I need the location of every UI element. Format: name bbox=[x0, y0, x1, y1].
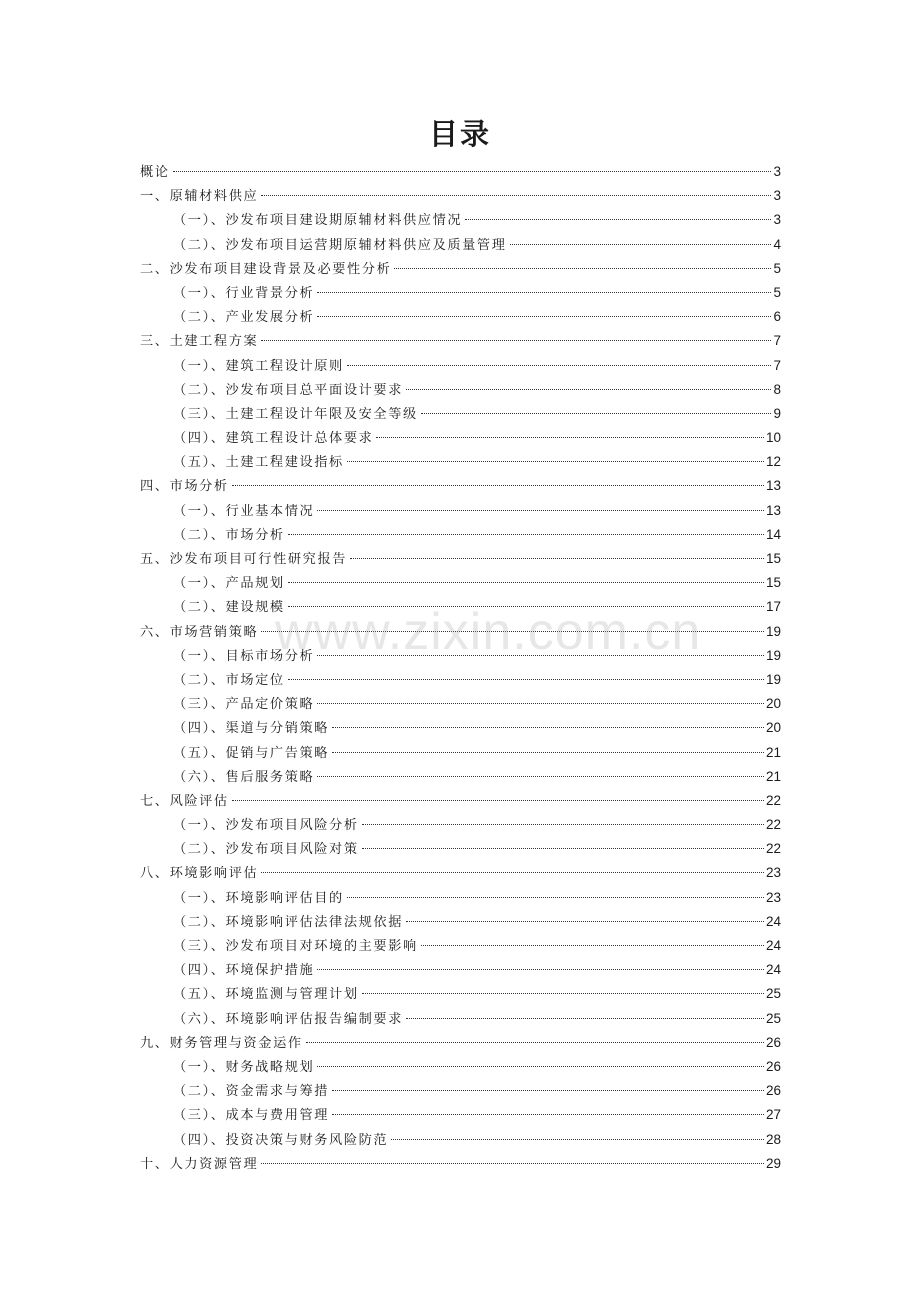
toc-subsection-entry[interactable] bbox=[140, 1007, 781, 1031]
toc-entry-title: （二）、市场分析 bbox=[173, 527, 285, 543]
toc-entry-title: 九、财务管理与资金运作 bbox=[140, 1035, 303, 1051]
toc-page-number: 22 bbox=[765, 841, 781, 857]
toc-entry-title: （六）、售后服务策略 bbox=[173, 769, 315, 785]
toc-dot-leader bbox=[232, 800, 764, 801]
toc-page-number: 15 bbox=[765, 575, 781, 591]
toc-entry-title: （五）、促销与广告策略 bbox=[173, 745, 330, 761]
toc-page-number: 22 bbox=[765, 817, 781, 833]
toc-dot-leader bbox=[362, 993, 764, 994]
toc-dot-leader bbox=[317, 510, 764, 511]
toc-page-number: 20 bbox=[765, 696, 781, 712]
toc-section-entry[interactable] bbox=[140, 620, 781, 644]
toc-section-entry[interactable] bbox=[140, 1031, 781, 1055]
toc-page-number: 27 bbox=[765, 1107, 781, 1123]
toc-page-number: 5 bbox=[773, 260, 781, 276]
toc-entry-title: （五）、环境监测与管理计划 bbox=[173, 987, 359, 1003]
toc-page-number: 9 bbox=[773, 405, 781, 421]
toc-list bbox=[140, 160, 781, 1176]
toc-page-number: 15 bbox=[765, 551, 781, 566]
toc-entry-title: （四）、投资决策与财务风险防范 bbox=[173, 1132, 389, 1148]
toc-page-number: 20 bbox=[765, 720, 781, 736]
toc-entry-title: （二）、建设规模 bbox=[173, 600, 285, 616]
toc-subsection-entry[interactable] bbox=[140, 305, 781, 329]
toc-page-number: 26 bbox=[765, 1058, 781, 1074]
toc-subsection-entry[interactable] bbox=[140, 668, 781, 692]
toc-subsection-entry[interactable] bbox=[140, 910, 781, 934]
toc-page-number: 29 bbox=[765, 1155, 781, 1171]
toc-dot-leader bbox=[288, 679, 764, 680]
toc-subsection-entry[interactable] bbox=[140, 595, 781, 619]
toc-dot-leader bbox=[376, 437, 764, 438]
toc-page-number: 26 bbox=[765, 1034, 781, 1050]
toc-page-number: 13 bbox=[765, 478, 781, 494]
toc-entry-title: （二）、环境影响评估法律法规依据 bbox=[173, 914, 403, 930]
toc-entry-title: 七、风险评估 bbox=[140, 793, 229, 809]
toc-page-number: 4 bbox=[773, 236, 781, 252]
toc-entry-title: （六）、环境影响评估报告编制要求 bbox=[173, 1011, 403, 1027]
toc-dot-leader bbox=[317, 969, 764, 970]
toc-page-number: 26 bbox=[765, 1083, 781, 1099]
toc-page-number: 3 bbox=[773, 188, 781, 204]
toc-subsection-entry[interactable] bbox=[140, 958, 781, 982]
toc-entry-title: （一）、沙发布项目建设期原辅材料供应情况 bbox=[173, 213, 463, 229]
toc-dot-leader bbox=[362, 848, 764, 849]
toc-page-number: 21 bbox=[765, 744, 781, 760]
toc-entry-title: 十、人力资源管理 bbox=[140, 1156, 259, 1172]
toc-entry-title: （一）、财务战略规划 bbox=[173, 1059, 315, 1075]
toc-page-number: 24 bbox=[765, 913, 781, 929]
toc-page-number: 7 bbox=[773, 333, 781, 349]
toc-dot-leader bbox=[332, 1090, 764, 1091]
toc-entry-title: （四）、环境保护措施 bbox=[173, 963, 315, 979]
toc-dot-leader bbox=[288, 534, 764, 535]
toc-entry-title: （五）、土建工程建设指标 bbox=[173, 455, 344, 471]
toc-page-number: 13 bbox=[765, 502, 781, 518]
toc-entry-title: 一、原辅材料供应 bbox=[140, 189, 259, 205]
toc-dot-leader bbox=[261, 631, 764, 632]
toc-section-entry[interactable] bbox=[140, 547, 781, 571]
toc-subsection-entry[interactable] bbox=[140, 813, 781, 837]
toc-dot-leader bbox=[332, 727, 764, 728]
toc-page-number: 19 bbox=[765, 647, 781, 663]
toc-subsection-entry[interactable] bbox=[140, 692, 781, 716]
toc-dot-leader bbox=[317, 1066, 764, 1067]
toc-subsection-entry[interactable] bbox=[140, 354, 781, 378]
toc-subsection-entry[interactable] bbox=[140, 1103, 781, 1127]
toc-dot-leader bbox=[332, 1114, 764, 1115]
toc-entry-title: （一）、产品规划 bbox=[173, 576, 285, 592]
toc-subsection-entry[interactable] bbox=[140, 499, 781, 523]
toc-subsection-entry[interactable] bbox=[140, 402, 781, 426]
toc-entry-title: （四）、建筑工程设计总体要求 bbox=[173, 431, 374, 447]
toc-section-entry[interactable] bbox=[140, 1152, 781, 1176]
toc-entry-title: （二）、市场定位 bbox=[173, 672, 285, 688]
toc-dot-leader bbox=[317, 703, 764, 704]
toc-subsection-entry[interactable] bbox=[140, 765, 781, 789]
toc-section-entry[interactable] bbox=[140, 474, 781, 498]
toc-section-entry[interactable] bbox=[140, 160, 781, 184]
toc-dot-leader bbox=[317, 316, 771, 317]
toc-entry-title: （一）、建筑工程设计原则 bbox=[173, 358, 344, 374]
toc-dot-leader bbox=[465, 219, 771, 220]
toc-subsection-entry[interactable] bbox=[140, 378, 781, 402]
toc-dot-leader bbox=[347, 365, 772, 366]
toc-entry-title: （三）、成本与费用管理 bbox=[173, 1108, 330, 1124]
toc-section-entry[interactable] bbox=[140, 184, 781, 208]
toc-page-number: 23 bbox=[765, 865, 781, 881]
toc-entry-title: （三）、沙发布项目对环境的主要影响 bbox=[173, 939, 418, 954]
toc-section-entry[interactable] bbox=[140, 329, 781, 353]
toc-page-number: 19 bbox=[765, 623, 781, 639]
toc-entry-title: （一）、环境影响评估目的 bbox=[173, 890, 344, 906]
toc-subsection-entry[interactable] bbox=[140, 886, 781, 910]
toc-dot-leader bbox=[288, 606, 764, 607]
toc-dot-leader bbox=[232, 485, 764, 486]
toc-page-number: 3 bbox=[773, 164, 781, 179]
toc-dot-leader bbox=[350, 558, 764, 559]
toc-entry-title: 四、市场分析 bbox=[140, 479, 229, 495]
toc-subsection-entry[interactable] bbox=[140, 281, 781, 305]
toc-dot-leader bbox=[421, 945, 764, 946]
toc-dot-leader bbox=[406, 389, 771, 390]
toc-dot-leader bbox=[347, 897, 764, 898]
toc-subsection-entry[interactable] bbox=[140, 1128, 781, 1152]
toc-subsection-entry[interactable] bbox=[140, 1079, 781, 1103]
toc-entry-title: （二）、产业发展分析 bbox=[173, 310, 315, 326]
toc-subsection-entry[interactable] bbox=[140, 523, 781, 547]
toc-page-number: 25 bbox=[765, 986, 781, 1002]
toc-subsection-entry[interactable] bbox=[140, 571, 781, 595]
toc-page-number: 28 bbox=[765, 1131, 781, 1147]
toc-page-number: 8 bbox=[773, 381, 781, 397]
toc-subsection-entry[interactable] bbox=[140, 208, 781, 232]
toc-dot-leader bbox=[173, 171, 772, 172]
watermark-text: www.zixin.com.cn bbox=[275, 603, 702, 661]
toc-page-number: 6 bbox=[773, 309, 781, 325]
toc-entry-title: （一）、目标市场分析 bbox=[173, 648, 315, 664]
toc-dot-leader bbox=[421, 413, 772, 414]
toc-entry-title: （三）、土建工程设计年限及安全等级 bbox=[173, 406, 418, 422]
toc-entry-title: （三）、产品定价策略 bbox=[173, 697, 315, 713]
toc-page-number: 24 bbox=[765, 938, 781, 953]
toc-entry-title: （二）、沙发布项目运营期原辅材料供应及质量管理 bbox=[173, 237, 507, 253]
toc-subsection-entry[interactable] bbox=[140, 450, 781, 474]
toc-dot-leader bbox=[510, 244, 772, 245]
toc-page-number: 12 bbox=[765, 454, 781, 470]
toc-page-number: 22 bbox=[765, 792, 781, 808]
toc-dot-leader bbox=[406, 921, 764, 922]
toc-entry-title: 三、土建工程方案 bbox=[140, 334, 259, 350]
toc-page-number: 5 bbox=[773, 284, 781, 300]
toc-subsection-entry[interactable] bbox=[140, 233, 781, 257]
toc-dot-leader bbox=[347, 461, 764, 462]
toc-subsection-entry[interactable] bbox=[140, 716, 781, 740]
toc-page-number: 24 bbox=[765, 962, 781, 978]
toc-page-number: 7 bbox=[773, 357, 781, 373]
toc-dot-leader bbox=[391, 1139, 764, 1140]
toc-dot-leader bbox=[306, 1042, 764, 1043]
toc-dot-leader bbox=[317, 292, 771, 293]
toc-dot-leader bbox=[288, 582, 764, 583]
toc-entry-title: （二）、资金需求与筹措 bbox=[173, 1084, 330, 1100]
toc-title: 目录 bbox=[428, 117, 491, 151]
toc-entry-title: （一）、行业背景分析 bbox=[173, 285, 315, 301]
toc-subsection-entry[interactable] bbox=[140, 741, 781, 765]
toc-subsection-entry[interactable] bbox=[140, 982, 781, 1006]
toc-page-number: 25 bbox=[765, 1010, 781, 1026]
toc-subsection-entry[interactable] bbox=[140, 644, 781, 668]
toc-page-number: 17 bbox=[765, 599, 781, 615]
toc-page-number: 3 bbox=[773, 212, 781, 228]
toc-entry-title: 二、沙发布项目建设背景及必要性分析 bbox=[140, 261, 392, 277]
toc-entry-title: 五、沙发布项目可行性研究报告 bbox=[140, 552, 348, 567]
toc-section-entry[interactable] bbox=[140, 789, 781, 813]
toc-dot-leader bbox=[261, 1163, 764, 1164]
toc-subsection-entry[interactable] bbox=[140, 1055, 781, 1079]
toc-entry-title: （二）、沙发布项目风险对策 bbox=[173, 842, 359, 858]
toc-dot-leader bbox=[332, 752, 764, 753]
toc-entry-title: 八、环境影响评估 bbox=[140, 866, 259, 882]
toc-entry-title: （一）、沙发布项目风险分析 bbox=[173, 818, 359, 834]
toc-section-entry[interactable] bbox=[140, 861, 781, 885]
toc-section-entry[interactable] bbox=[140, 257, 781, 281]
toc-entry-title: （一）、行业基本情况 bbox=[173, 503, 315, 519]
toc-dot-leader bbox=[317, 655, 764, 656]
toc-dot-leader bbox=[362, 824, 764, 825]
toc-subsection-entry[interactable] bbox=[140, 934, 781, 958]
toc-subsection-entry[interactable] bbox=[140, 837, 781, 861]
toc-page-number: 21 bbox=[765, 768, 781, 784]
toc-dot-leader bbox=[261, 195, 771, 196]
toc-entry-title: 六、市场营销策略 bbox=[140, 624, 259, 640]
toc-page-number: 14 bbox=[765, 526, 781, 542]
toc-page-number: 19 bbox=[765, 671, 781, 687]
toc-dot-leader bbox=[406, 1018, 764, 1019]
toc-dot-leader bbox=[317, 776, 764, 777]
toc-entry-title: 概论 bbox=[140, 165, 170, 180]
toc-dot-leader bbox=[261, 872, 764, 873]
toc-dot-leader bbox=[394, 268, 771, 269]
toc-dot-leader bbox=[261, 340, 771, 341]
toc-entry-title: （四）、渠道与分销策略 bbox=[173, 721, 330, 737]
toc-page-number: 10 bbox=[765, 430, 781, 446]
toc-subsection-entry[interactable] bbox=[140, 426, 781, 450]
toc-entry-title: （二）、沙发布项目总平面设计要求 bbox=[173, 382, 403, 398]
toc-page-number: 23 bbox=[765, 889, 781, 905]
